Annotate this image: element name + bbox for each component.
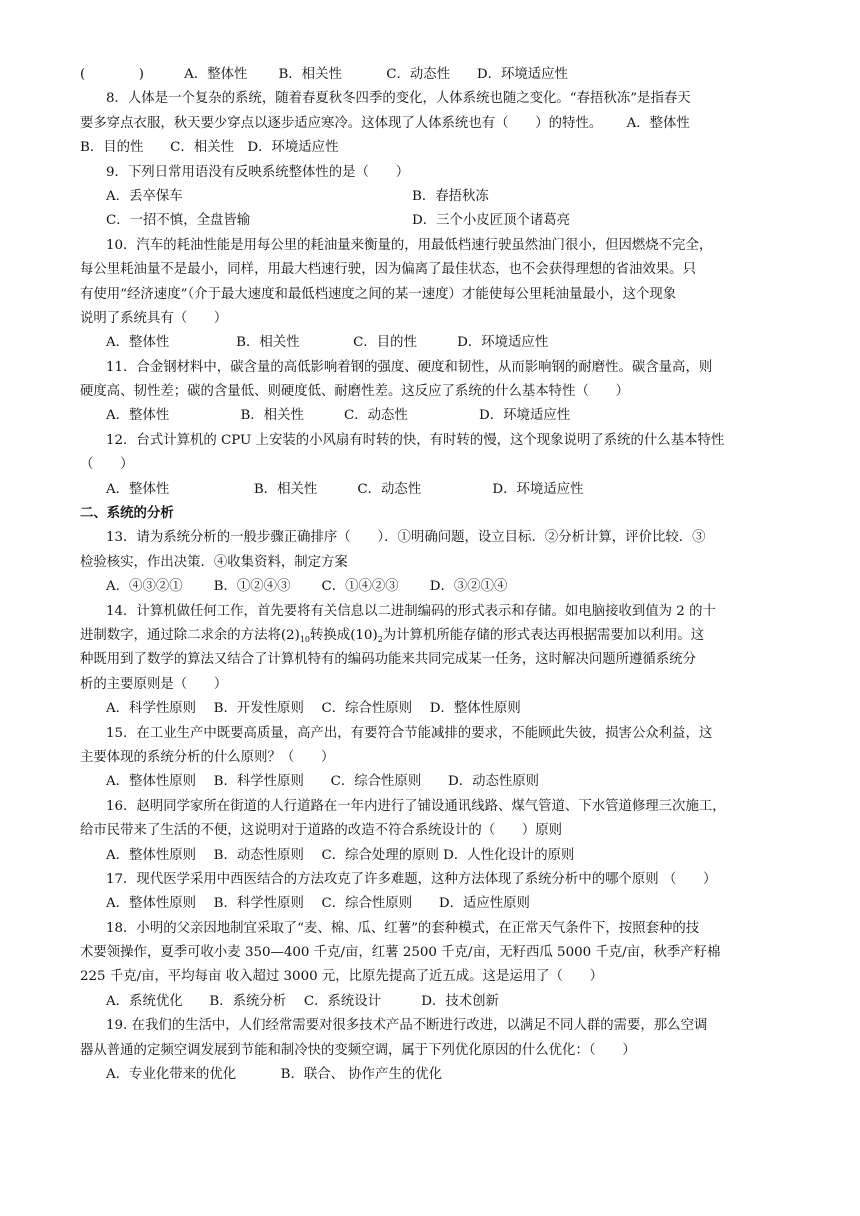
line-text: 说明了系统具有（ ）	[80, 310, 228, 326]
line-text: 硬度高、韧性差；碳的含量低、则硬度低、耐磨性差。这反应了系统的什么基本特性（ ）	[80, 384, 630, 400]
line-text: A．科学性原则 B．开发性原则 C．综合性原则 D．整体性原则	[106, 701, 521, 717]
text-line	[80, 234, 780, 258]
text-line	[80, 819, 780, 843]
line-text: 19. 在我们的生活中，人们经常需要对很多技术产品不断进行改进，以满足不同人群的需要，那么空调	[106, 1018, 708, 1034]
text-line	[80, 575, 780, 599]
line-text: A．整体性原则 B．科学性原则 C．综合性原则 D．适应性原则	[106, 896, 530, 912]
subscript-base: 10	[299, 634, 311, 644]
option-text: D．三个小皮匠顶个诸葛亮	[412, 213, 571, 229]
line-text: 18．小明的父亲因地制宜采取了“麦、棉、瓜、红薯”的套种模式，在正常天气条件下，按照套种的技	[106, 920, 700, 936]
line-text: 种既用到了数学的算法又结合了计算机特有的编码功能来共同完成某一任务，这时解决问题所遵循系统分	[80, 652, 696, 668]
text-span: 进制数字，通过除二求余的方法将	[80, 627, 281, 643]
line-text: （ ）	[80, 457, 134, 473]
line-text: 术要领操作，夏季可收小麦 350—400 千克/亩，红薯 2500 千克/亩，无籽西瓜 5000 千克/亩，秋季产籽棉	[80, 945, 721, 961]
line-text: 9．下列日常用语没有反映系统整体性的是（ ）	[106, 164, 410, 180]
text-line	[80, 697, 780, 721]
text-line	[80, 526, 780, 550]
text-line	[80, 868, 780, 892]
line-text: 225 千克/亩，平均每亩 收入超过 3000 元，比原先提高了近五成。这是运用了（ ）	[80, 969, 604, 985]
text-line	[80, 551, 780, 575]
text-line	[80, 648, 780, 672]
text-line	[80, 746, 780, 770]
text-span: 转换成	[310, 627, 351, 643]
line-text: A．④③②① B．①②④③ C．①④②③ D．③②①④	[106, 579, 508, 595]
text-line	[80, 63, 780, 87]
line-text: 16．赵明同学家所在街道的人行道路在一年内进行了铺设通讯线路、煤气管道、下水管道修理三次施工，	[106, 798, 726, 814]
line-text: A．整体性 B．相关性 C．动态性 D．环境适应性	[106, 408, 571, 424]
line-text: 每公里耗油量不是最小，同样，用最大档速行驶，因为偏离了最佳状态，也不会获得理想的省油效果。只	[80, 262, 696, 278]
text-line	[80, 1039, 780, 1063]
line-text: 有使用“经济速度”（介于最大速度和最低档速度之间的某一速度）才能使每公里耗油量最小，这个现象	[80, 286, 677, 302]
text-line	[80, 112, 780, 136]
text-line	[80, 429, 780, 453]
text-line	[80, 185, 780, 209]
line-text: ( ) A．整体性 B．相关性 C．动态性 D．环境适应性	[80, 67, 568, 82]
text-line	[80, 917, 780, 941]
text-line	[80, 795, 780, 819]
line-text: A．整体性原则 B．科学性原则 C．综合性原则 D．动态性原则	[106, 774, 540, 790]
line-text: 10．汽车的耗油性能是用每公里的耗油量来衡量的，用最低档速行驶虽然油门很小，但因燃烧不完全，	[106, 237, 713, 253]
text-line	[80, 770, 780, 794]
line-text: C．一招不慎，全盘皆输	[106, 213, 251, 229]
line-text: A．系统优化 B．系统分析 C．系统设计 D．技术创新	[106, 993, 499, 1009]
question-text	[80, 63, 780, 1087]
text-line	[80, 965, 780, 989]
line-text: 12．台式计算机的 CPU 上安装的小风扇有时转的快，有时转的慢，这个现象说明了系统的什么基本特性	[106, 432, 725, 448]
line-text: A．专业化带来的优化 B．联合、 协作产生的优化	[106, 1067, 443, 1083]
line-text: A．整体性原则 B．动态性原则 C．综合处理的原则 D．人性化设计的原则	[106, 847, 575, 863]
text-line	[80, 1014, 780, 1038]
text-line	[80, 87, 780, 111]
text-line	[80, 356, 780, 380]
text-line	[80, 209, 780, 233]
text-span: (10)	[350, 627, 378, 643]
text-line	[80, 941, 780, 965]
text-line	[80, 722, 780, 746]
text-line	[80, 283, 780, 307]
text-line	[80, 161, 780, 185]
text-line	[80, 380, 780, 404]
text-line	[80, 624, 780, 648]
subscript-base: 2	[377, 634, 383, 644]
line-text: 析的主要原则是（ ）	[80, 676, 228, 692]
text-line	[80, 600, 780, 624]
text-line	[80, 258, 780, 282]
line-text: 14．计算机做任何工作，首先要将有关信息以二进制编码的形式表示和存储。如电脑接收到值为 2 的十	[106, 603, 716, 619]
line-text: A．整体性 B．相关性 C．目的性 D．环境适应性	[106, 335, 549, 351]
line-text: 器从普通的定频空调发展到节能和制冷快的变频空调，属于下列优化原因的什么优化：（ ）	[80, 1042, 636, 1058]
line-text: 13．请为系统分析的一般步骤正确排序（ ）．①明确问题，设立目标．②分析计算，评价比较．③	[106, 530, 706, 546]
text-line	[80, 453, 780, 477]
line-text: A．整体性 B．相关性 C．动态性 D．环境适应性	[106, 481, 584, 497]
text-line	[80, 404, 780, 428]
section-heading	[80, 502, 780, 526]
text-span: (2)	[280, 627, 300, 643]
text-span: 为计算机所能存储的形式表达再根据需要加以利用。这	[382, 627, 705, 643]
option-text: B．春捂秋冻	[412, 188, 489, 204]
line-text: B．目的性 C．相关性 D．环境适应性	[80, 140, 339, 156]
line-text: 8．人体是一个复杂的系统，随着春夏秋冬四季的变化，人体系统也随之变化。“春捂秋冻”是指春天	[106, 91, 691, 107]
line-text: 给市民带来了生活的不便，这说明对于道路的改造不符合系统设计的（ ）原则	[80, 823, 563, 839]
text-line	[80, 1063, 780, 1087]
text-line	[80, 136, 780, 160]
text-line	[80, 844, 780, 868]
text-line	[80, 673, 780, 697]
text-line	[80, 307, 780, 331]
text-line	[80, 331, 780, 355]
line-text: 二、系统的分析	[80, 506, 174, 522]
line-text: 11．合金钢材料中，碳含量的高低影响着钢的强度、硬度和韧性，从而影响钢的耐磨性。碳含量高，则	[106, 359, 713, 375]
line-text: 主要体现的系统分析的什么原则？（ ）	[80, 749, 335, 765]
text-line	[80, 478, 780, 502]
text-line	[80, 892, 780, 916]
line-text: 检验核实，作出决策．④收集资料，制定方案	[80, 554, 348, 570]
text-line	[80, 990, 780, 1014]
line-text: 要多穿点衣服，秋天要少穿点以逐步适应寒冷。这体现了人体系统也有（ ）的特性。 A．整体性	[80, 115, 690, 131]
line-text: A．丢卒保车	[106, 188, 183, 204]
line-text: 17．现代医学采用中西医结合的方法攻克了许多难题，这种方法体现了系统分析中的哪个原则 （ ）	[106, 871, 717, 887]
line-text: 15．在工业生产中既要高质量，高产出，有要符合节能减排的要求，不能顾此失彼，损害公众利益，这	[106, 725, 713, 741]
